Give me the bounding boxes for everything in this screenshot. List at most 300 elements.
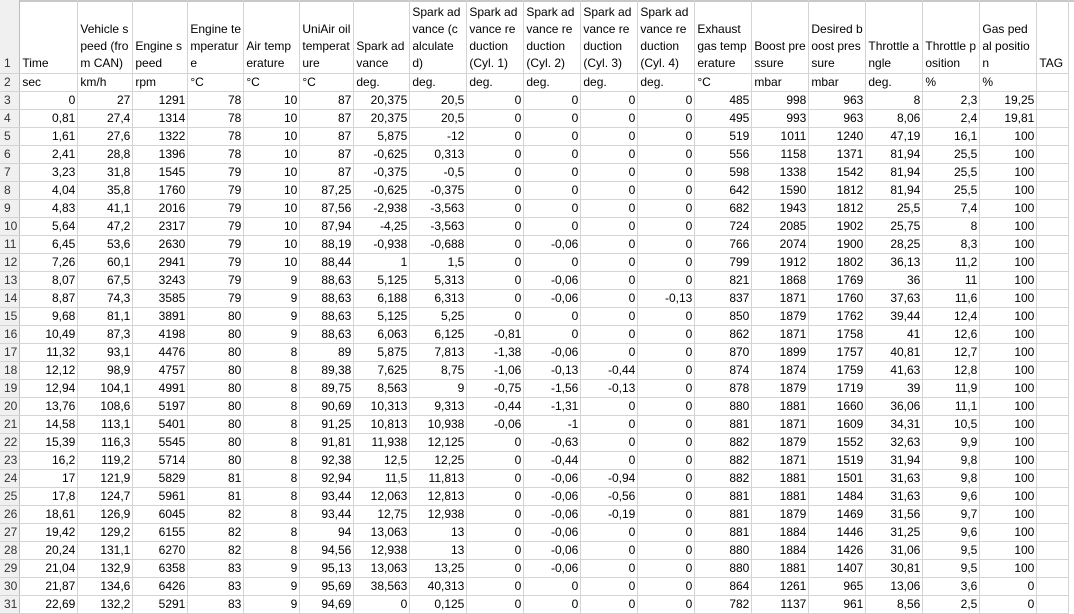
data-cell[interactable]: 30,81 <box>866 560 923 578</box>
data-cell[interactable]: 126,9 <box>78 506 133 524</box>
data-cell[interactable]: 78 <box>188 128 244 146</box>
data-cell[interactable] <box>1037 254 1069 272</box>
data-cell[interactable]: 1879 <box>752 380 809 398</box>
data-cell[interactable]: 8 <box>244 488 300 506</box>
column-header[interactable]: Air temperature <box>244 0 300 74</box>
data-cell[interactable]: 882 <box>695 434 752 452</box>
data-cell[interactable] <box>1037 596 1069 614</box>
data-cell[interactable]: 5291 <box>133 596 188 614</box>
data-cell[interactable]: -0,44 <box>467 398 524 416</box>
data-cell[interactable]: 11,938 <box>354 434 410 452</box>
data-cell[interactable]: 2,5 <box>923 596 980 614</box>
data-cell[interactable]: 100 <box>980 416 1037 434</box>
data-cell[interactable]: 80 <box>188 452 244 470</box>
data-cell[interactable]: 40,81 <box>866 344 923 362</box>
row-number[interactable]: 10 <box>0 218 20 236</box>
data-cell[interactable]: -1,38 <box>467 344 524 362</box>
data-cell[interactable]: 22,69 <box>20 596 78 614</box>
data-cell[interactable]: 9,5 <box>923 560 980 578</box>
column-header[interactable]: Time <box>20 0 78 74</box>
data-cell[interactable]: 0 <box>467 272 524 290</box>
data-cell[interactable]: 100 <box>980 218 1037 236</box>
column-header[interactable]: Throttle position <box>923 0 980 74</box>
data-cell[interactable]: 119,2 <box>78 452 133 470</box>
row-number[interactable]: 5 <box>0 128 20 146</box>
data-cell[interactable]: 10,49 <box>20 326 78 344</box>
data-cell[interactable]: 98,9 <box>78 362 133 380</box>
data-cell[interactable]: 0 <box>638 92 695 110</box>
data-cell[interactable]: 5,125 <box>354 272 410 290</box>
unit-cell[interactable]: rpm <box>133 74 188 92</box>
unit-cell[interactable]: % <box>923 74 980 92</box>
data-cell[interactable]: 799 <box>695 254 752 272</box>
data-cell[interactable]: 104,1 <box>78 380 133 398</box>
data-cell[interactable]: 87 <box>300 128 354 146</box>
data-cell[interactable] <box>1037 308 1069 326</box>
data-cell[interactable]: 87,3 <box>78 326 133 344</box>
data-cell[interactable]: 8 <box>244 344 300 362</box>
data-cell[interactable]: 1874 <box>752 362 809 380</box>
data-cell[interactable] <box>1037 470 1069 488</box>
data-cell[interactable]: 0 <box>524 326 581 344</box>
data-cell[interactable]: 0 <box>467 200 524 218</box>
data-cell[interactable]: 80 <box>188 362 244 380</box>
data-cell[interactable]: 0 <box>467 164 524 182</box>
data-cell[interactable]: 0 <box>581 110 638 128</box>
data-cell[interactable]: 10 <box>244 92 300 110</box>
data-cell[interactable]: 87,25 <box>300 182 354 200</box>
data-cell[interactable]: 21,87 <box>20 578 78 596</box>
data-cell[interactable]: -0,56 <box>581 488 638 506</box>
data-cell[interactable]: -0,06 <box>467 416 524 434</box>
data-cell[interactable]: 0 <box>581 578 638 596</box>
data-cell[interactable]: 880 <box>695 398 752 416</box>
data-cell[interactable]: 88,63 <box>300 290 354 308</box>
data-cell[interactable]: 519 <box>695 128 752 146</box>
data-cell[interactable] <box>1037 128 1069 146</box>
data-cell[interactable] <box>1037 452 1069 470</box>
data-cell[interactable]: -1 <box>524 416 581 434</box>
data-cell[interactable]: 10 <box>244 254 300 272</box>
data-cell[interactable]: 129,2 <box>78 524 133 542</box>
data-cell[interactable]: 9 <box>244 326 300 344</box>
data-cell[interactable]: 1609 <box>809 416 866 434</box>
data-cell[interactable]: 100 <box>980 236 1037 254</box>
data-cell[interactable]: 8 <box>244 506 300 524</box>
data-cell[interactable]: 25,5 <box>866 200 923 218</box>
data-cell[interactable]: 0 <box>980 578 1037 596</box>
data-cell[interactable] <box>1037 578 1069 596</box>
data-cell[interactable]: 100 <box>980 506 1037 524</box>
data-cell[interactable]: 862 <box>695 326 752 344</box>
row-number[interactable]: 13 <box>0 272 20 290</box>
data-cell[interactable]: 874 <box>695 362 752 380</box>
data-cell[interactable]: 9 <box>244 290 300 308</box>
data-cell[interactable]: 0 <box>581 434 638 452</box>
data-cell[interactable]: 17,8 <box>20 488 78 506</box>
data-cell[interactable]: 0 <box>581 326 638 344</box>
data-cell[interactable]: 998 <box>752 92 809 110</box>
data-cell[interactable]: 89,75 <box>300 380 354 398</box>
data-cell[interactable] <box>1037 488 1069 506</box>
data-cell[interactable]: 100 <box>980 308 1037 326</box>
data-cell[interactable]: 5,875 <box>354 344 410 362</box>
data-cell[interactable]: 0 <box>638 110 695 128</box>
data-cell[interactable]: 13 <box>410 524 467 542</box>
data-cell[interactable]: 9,7 <box>923 506 980 524</box>
unit-cell[interactable]: % <box>980 74 1037 92</box>
data-cell[interactable]: 7,813 <box>410 344 467 362</box>
data-cell[interactable]: 20,375 <box>354 92 410 110</box>
data-cell[interactable]: 0 <box>638 362 695 380</box>
row-number[interactable]: 19 <box>0 380 20 398</box>
data-cell[interactable]: 39 <box>866 380 923 398</box>
data-cell[interactable]: 36,06 <box>866 398 923 416</box>
data-cell[interactable]: 870 <box>695 344 752 362</box>
data-cell[interactable]: 0 <box>467 578 524 596</box>
data-cell[interactable]: 9,9 <box>923 434 980 452</box>
data-cell[interactable]: 100 <box>980 488 1037 506</box>
data-cell[interactable]: 8,87 <box>20 290 78 308</box>
data-cell[interactable]: 1879 <box>752 506 809 524</box>
data-cell[interactable]: -2,938 <box>354 200 410 218</box>
data-cell[interactable]: 0 <box>467 146 524 164</box>
row-number[interactable]: 23 <box>0 452 20 470</box>
data-cell[interactable]: 91,81 <box>300 434 354 452</box>
column-header[interactable]: Engine temperature <box>188 0 244 74</box>
data-cell[interactable]: 40,313 <box>410 578 467 596</box>
data-cell[interactable]: 16,2 <box>20 452 78 470</box>
data-cell[interactable] <box>1037 326 1069 344</box>
data-cell[interactable]: 88,44 <box>300 254 354 272</box>
data-cell[interactable]: 0 <box>524 182 581 200</box>
row-number[interactable]: 27 <box>0 524 20 542</box>
data-cell[interactable]: 11,32 <box>20 344 78 362</box>
data-cell[interactable]: 100 <box>980 200 1037 218</box>
row-number[interactable]: 30 <box>0 578 20 596</box>
data-cell[interactable]: 36 <box>866 272 923 290</box>
data-cell[interactable]: 2074 <box>752 236 809 254</box>
unit-cell[interactable]: deg. <box>524 74 581 92</box>
data-cell[interactable]: 881 <box>695 416 752 434</box>
data-cell[interactable]: 82 <box>188 542 244 560</box>
data-cell[interactable]: 12,125 <box>410 434 467 452</box>
row-number[interactable]: 21 <box>0 416 20 434</box>
data-cell[interactable]: 0 <box>638 326 695 344</box>
column-header[interactable]: Spark advance reduction (Cyl. 3) <box>581 0 638 74</box>
data-cell[interactable]: 13 <box>410 542 467 560</box>
data-cell[interactable]: 93,44 <box>300 506 354 524</box>
data-cell[interactable] <box>1037 416 1069 434</box>
data-cell[interactable]: 6,125 <box>410 326 467 344</box>
data-cell[interactable]: 8 <box>244 416 300 434</box>
row-number[interactable]: 7 <box>0 164 20 182</box>
data-cell[interactable]: 1812 <box>809 182 866 200</box>
data-cell[interactable]: 0 <box>467 308 524 326</box>
data-cell[interactable]: 0 <box>581 344 638 362</box>
data-cell[interactable]: 12,6 <box>923 326 980 344</box>
data-cell[interactable]: 5,313 <box>410 272 467 290</box>
data-cell[interactable]: 79 <box>188 254 244 272</box>
data-cell[interactable]: 1322 <box>133 128 188 146</box>
data-cell[interactable]: 81 <box>188 470 244 488</box>
data-cell[interactable]: 80 <box>188 434 244 452</box>
data-cell[interactable]: 9,5 <box>923 542 980 560</box>
data-cell[interactable]: 0 <box>467 434 524 452</box>
data-cell[interactable]: 5,25 <box>410 308 467 326</box>
data-cell[interactable]: 79 <box>188 290 244 308</box>
data-cell[interactable]: 0 <box>638 578 695 596</box>
data-cell[interactable]: -0,06 <box>524 524 581 542</box>
data-cell[interactable]: 0 <box>581 290 638 308</box>
data-cell[interactable]: -1,06 <box>467 362 524 380</box>
data-cell[interactable]: -1,56 <box>524 380 581 398</box>
data-cell[interactable]: 8 <box>244 452 300 470</box>
data-cell[interactable]: 100 <box>980 128 1037 146</box>
data-cell[interactable]: 0 <box>467 452 524 470</box>
data-cell[interactable]: 1759 <box>809 362 866 380</box>
data-cell[interactable]: 0 <box>638 380 695 398</box>
data-cell[interactable]: 0 <box>581 524 638 542</box>
data-cell[interactable]: 9,8 <box>923 452 980 470</box>
data-cell[interactable]: -0,625 <box>354 182 410 200</box>
data-cell[interactable]: 88,63 <box>300 272 354 290</box>
column-header[interactable]: Spark advance reduction (Cyl. 4) <box>638 0 695 74</box>
data-cell[interactable]: 12,75 <box>354 506 410 524</box>
data-cell[interactable]: 90,69 <box>300 398 354 416</box>
data-cell[interactable]: 81 <box>188 488 244 506</box>
row-number[interactable]: 20 <box>0 398 20 416</box>
data-cell[interactable]: -3,563 <box>410 200 467 218</box>
data-cell[interactable]: 100 <box>980 362 1037 380</box>
data-cell[interactable]: 0 <box>354 596 410 614</box>
data-cell[interactable]: 25,5 <box>923 164 980 182</box>
data-cell[interactable]: 9 <box>244 308 300 326</box>
data-cell[interactable]: 0 <box>20 92 78 110</box>
data-cell[interactable]: 25,75 <box>866 218 923 236</box>
data-cell[interactable]: 41,1 <box>78 200 133 218</box>
data-cell[interactable]: 0 <box>638 434 695 452</box>
data-cell[interactable]: 3891 <box>133 308 188 326</box>
data-cell[interactable]: 4,83 <box>20 200 78 218</box>
row-number[interactable]: 15 <box>0 308 20 326</box>
data-cell[interactable]: 37,63 <box>866 290 923 308</box>
data-cell[interactable]: 0 <box>638 254 695 272</box>
data-cell[interactable]: 47,19 <box>866 128 923 146</box>
data-cell[interactable]: 92,94 <box>300 470 354 488</box>
unit-cell[interactable]: deg. <box>581 74 638 92</box>
data-cell[interactable]: 1871 <box>752 452 809 470</box>
data-cell[interactable] <box>1037 110 1069 128</box>
data-cell[interactable]: 2941 <box>133 254 188 272</box>
data-cell[interactable]: 100 <box>980 272 1037 290</box>
data-cell[interactable]: 10 <box>244 128 300 146</box>
data-cell[interactable]: 4198 <box>133 326 188 344</box>
data-cell[interactable]: 2,41 <box>20 146 78 164</box>
data-cell[interactable]: -0,63 <box>524 434 581 452</box>
data-cell[interactable]: 19,42 <box>20 524 78 542</box>
data-cell[interactable]: 10 <box>244 218 300 236</box>
data-cell[interactable]: 0,313 <box>410 146 467 164</box>
data-cell[interactable]: -0,06 <box>524 236 581 254</box>
data-cell[interactable]: 15,39 <box>20 434 78 452</box>
data-cell[interactable]: 0 <box>467 236 524 254</box>
data-cell[interactable]: 1137 <box>752 596 809 614</box>
data-cell[interactable]: 10 <box>244 110 300 128</box>
column-header[interactable]: Gas pedal position <box>980 0 1037 74</box>
data-cell[interactable]: 11,5 <box>354 470 410 488</box>
data-cell[interactable]: 881 <box>695 524 752 542</box>
data-cell[interactable]: -0,375 <box>354 164 410 182</box>
row-number[interactable]: 9 <box>0 200 20 218</box>
column-header[interactable]: UniAir oil temperature <box>300 0 354 74</box>
data-cell[interactable] <box>1037 542 1069 560</box>
data-cell[interactable]: 1261 <box>752 578 809 596</box>
data-cell[interactable]: 100 <box>980 398 1037 416</box>
data-cell[interactable]: 79 <box>188 200 244 218</box>
data-cell[interactable]: 0 <box>638 416 695 434</box>
data-cell[interactable]: 1 <box>354 254 410 272</box>
unit-cell[interactable]: mbar <box>809 74 866 92</box>
data-cell[interactable]: 2630 <box>133 236 188 254</box>
data-cell[interactable]: 6,313 <box>410 290 467 308</box>
data-cell[interactable]: 1871 <box>752 326 809 344</box>
data-cell[interactable]: 993 <box>752 110 809 128</box>
data-cell[interactable] <box>1037 290 1069 308</box>
data-cell[interactable]: 0 <box>638 596 695 614</box>
data-cell[interactable]: 100 <box>980 326 1037 344</box>
data-cell[interactable]: 31,63 <box>866 488 923 506</box>
data-cell[interactable]: 9,6 <box>923 524 980 542</box>
data-cell[interactable]: 100 <box>980 452 1037 470</box>
column-header[interactable]: Engine speed <box>133 0 188 74</box>
data-cell[interactable]: 88,63 <box>300 326 354 344</box>
data-cell[interactable]: 8,75 <box>410 362 467 380</box>
data-cell[interactable]: 3,6 <box>923 578 980 596</box>
row-number[interactable]: 3 <box>0 92 20 110</box>
data-cell[interactable]: 0 <box>638 272 695 290</box>
data-cell[interactable]: 80 <box>188 326 244 344</box>
data-cell[interactable]: -3,563 <box>410 218 467 236</box>
data-cell[interactable]: 1552 <box>809 434 866 452</box>
data-cell[interactable]: 5401 <box>133 416 188 434</box>
data-cell[interactable]: 47,2 <box>78 218 133 236</box>
data-cell[interactable]: 81,94 <box>866 182 923 200</box>
data-cell[interactable]: 2317 <box>133 218 188 236</box>
data-cell[interactable]: 10 <box>244 164 300 182</box>
data-cell[interactable]: 8 <box>244 434 300 452</box>
data-cell[interactable]: 1371 <box>809 146 866 164</box>
data-cell[interactable]: 12,8 <box>923 362 980 380</box>
data-cell[interactable]: 0 <box>524 596 581 614</box>
data-cell[interactable]: 8,563 <box>354 380 410 398</box>
data-cell[interactable]: 9,8 <box>923 470 980 488</box>
data-cell[interactable]: 80 <box>188 344 244 362</box>
data-cell[interactable]: 0 <box>524 92 581 110</box>
data-cell[interactable]: 0 <box>581 164 638 182</box>
data-cell[interactable]: 1545 <box>133 164 188 182</box>
data-cell[interactable]: 0 <box>467 542 524 560</box>
data-cell[interactable]: 87,56 <box>300 200 354 218</box>
data-cell[interactable]: 10,5 <box>923 416 980 434</box>
data-cell[interactable]: 100 <box>980 524 1037 542</box>
data-cell[interactable]: 80 <box>188 380 244 398</box>
unit-cell[interactable]: °C <box>188 74 244 92</box>
row-number[interactable]: 26 <box>0 506 20 524</box>
data-cell[interactable] <box>1037 362 1069 380</box>
data-cell[interactable]: 0 <box>638 506 695 524</box>
data-cell[interactable]: 13,063 <box>354 560 410 578</box>
data-cell[interactable]: 6,063 <box>354 326 410 344</box>
data-cell[interactable]: 100 <box>980 560 1037 578</box>
data-cell[interactable]: 1802 <box>809 254 866 272</box>
data-cell[interactable]: 83 <box>188 596 244 614</box>
data-cell[interactable]: 95,69 <box>300 578 354 596</box>
data-cell[interactable]: 100 <box>980 254 1037 272</box>
data-cell[interactable]: 39,44 <box>866 308 923 326</box>
data-cell[interactable]: 0 <box>638 452 695 470</box>
data-cell[interactable]: 766 <box>695 236 752 254</box>
data-cell[interactable]: -0,06 <box>524 470 581 488</box>
column-header[interactable]: Desired boost pressure <box>809 0 866 74</box>
data-cell[interactable]: 0 <box>581 128 638 146</box>
unit-cell[interactable]: sec <box>20 74 78 92</box>
data-cell[interactable]: 0 <box>581 416 638 434</box>
data-cell[interactable]: 5961 <box>133 488 188 506</box>
row-number[interactable]: 6 <box>0 146 20 164</box>
data-cell[interactable]: 1879 <box>752 434 809 452</box>
data-cell[interactable]: 12,12 <box>20 362 78 380</box>
row-number[interactable]: 2 <box>0 74 20 92</box>
data-cell[interactable]: 31,63 <box>866 470 923 488</box>
data-cell[interactable]: 961 <box>809 596 866 614</box>
data-cell[interactable]: 18,61 <box>20 506 78 524</box>
data-cell[interactable]: 1590 <box>752 182 809 200</box>
data-cell[interactable]: 0 <box>467 92 524 110</box>
data-cell[interactable]: 9 <box>244 272 300 290</box>
data-cell[interactable]: 0 <box>524 110 581 128</box>
data-cell[interactable]: -0,06 <box>524 506 581 524</box>
data-cell[interactable]: 1,5 <box>410 254 467 272</box>
data-cell[interactable]: 28,8 <box>78 146 133 164</box>
data-cell[interactable]: 880 <box>695 542 752 560</box>
data-cell[interactable]: 12,938 <box>354 542 410 560</box>
data-cell[interactable]: 87 <box>300 92 354 110</box>
unit-cell[interactable]: km/h <box>78 74 133 92</box>
data-cell[interactable]: -0,81 <box>467 326 524 344</box>
data-cell[interactable]: 87 <box>300 146 354 164</box>
data-cell[interactable]: 134,6 <box>78 578 133 596</box>
data-cell[interactable]: 0 <box>581 398 638 416</box>
data-cell[interactable]: 0 <box>524 200 581 218</box>
data-cell[interactable]: 6426 <box>133 578 188 596</box>
data-cell[interactable]: 0 <box>581 542 638 560</box>
data-cell[interactable]: 100 <box>980 164 1037 182</box>
data-cell[interactable]: 89,38 <box>300 362 354 380</box>
data-cell[interactable]: 28,25 <box>866 236 923 254</box>
data-cell[interactable]: 2085 <box>752 218 809 236</box>
data-cell[interactable]: 2016 <box>133 200 188 218</box>
data-cell[interactable]: 0 <box>581 596 638 614</box>
data-cell[interactable]: 495 <box>695 110 752 128</box>
data-cell[interactable]: 20,5 <box>410 110 467 128</box>
data-cell[interactable]: 0 <box>467 596 524 614</box>
data-cell[interactable]: 8 <box>244 542 300 560</box>
data-cell[interactable]: 83 <box>188 560 244 578</box>
column-header[interactable]: Spark advance <box>354 0 410 74</box>
data-cell[interactable]: 31,94 <box>866 452 923 470</box>
data-cell[interactable]: 9,68 <box>20 308 78 326</box>
